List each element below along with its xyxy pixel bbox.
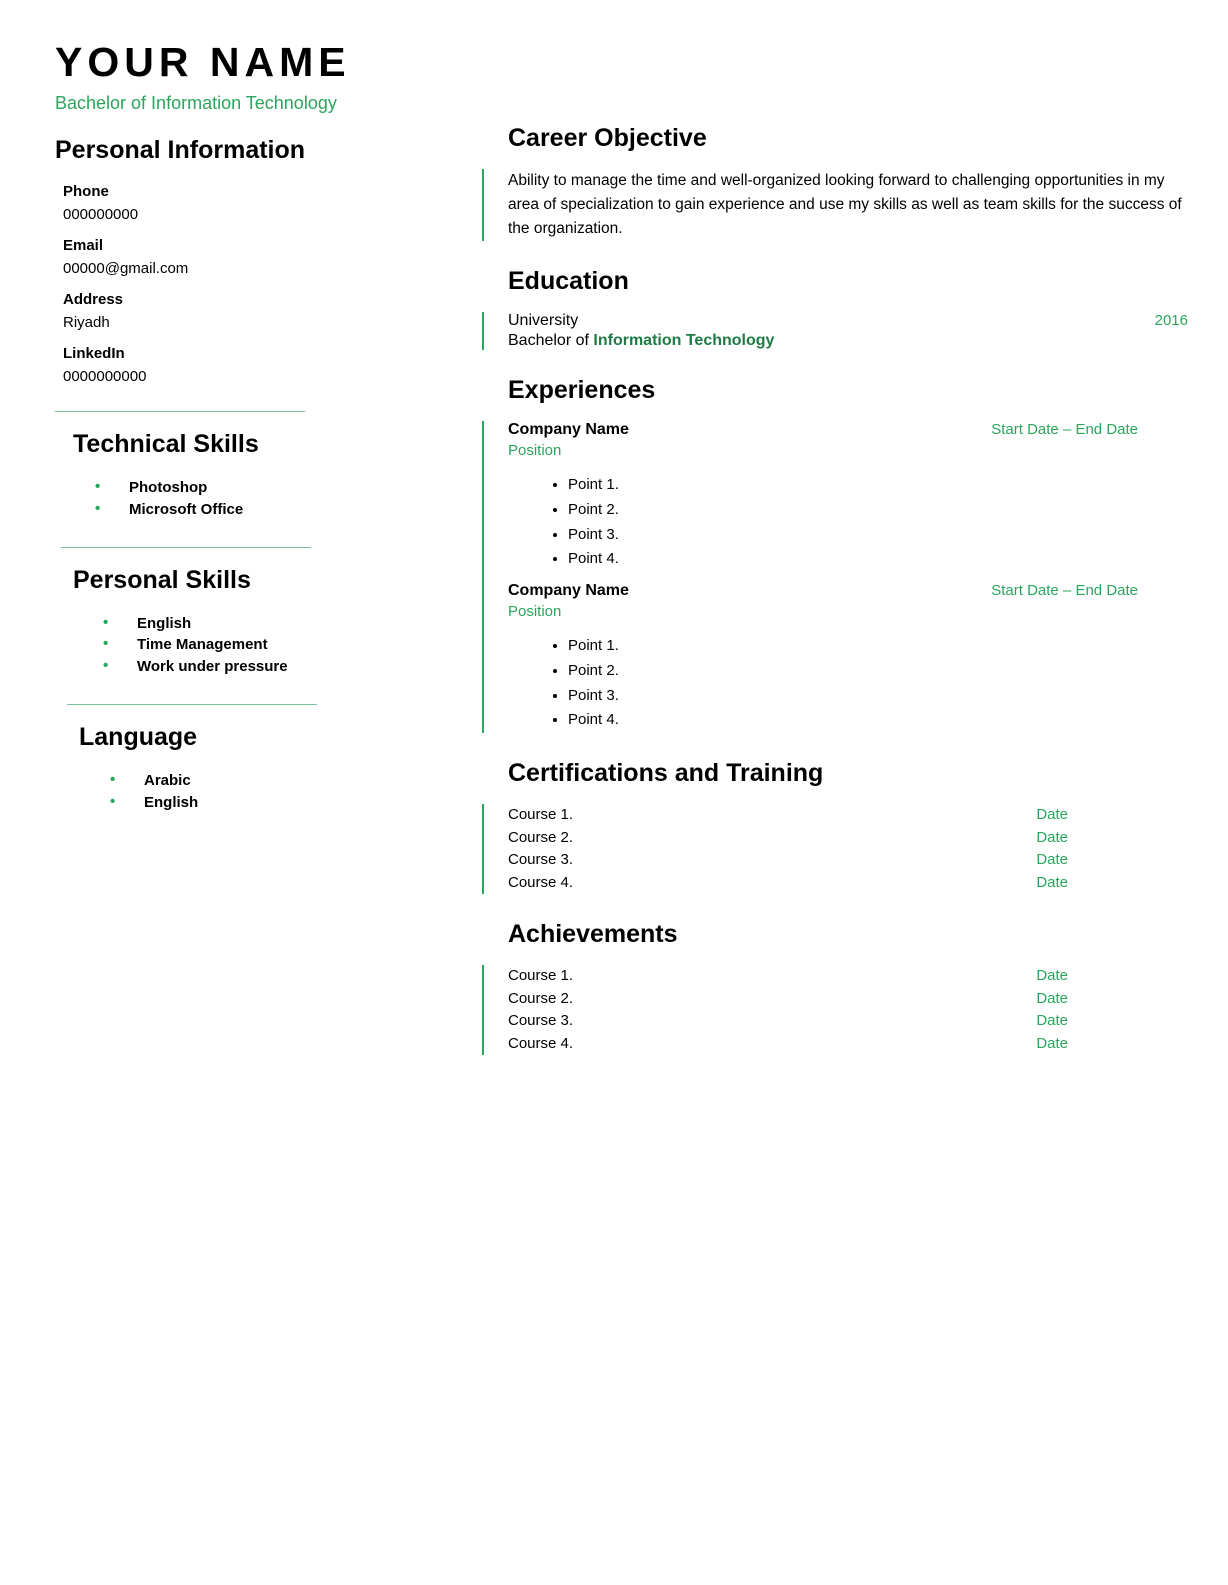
achievements-header-wrap — [482, 920, 1188, 949]
achievement-row — [508, 1010, 1068, 1033]
certification-row — [508, 804, 1068, 827]
field-email — [55, 237, 460, 277]
list-item: • English — [103, 613, 460, 635]
achievement-name: Course 4. — [508, 1034, 574, 1052]
certification-date: Date — [1036, 851, 1068, 869]
field-phone — [55, 183, 460, 223]
divider-3 — [67, 704, 317, 705]
achievement-name: Course 3. — [508, 1012, 574, 1030]
certification-name: Course 1. — [508, 806, 574, 824]
divider-1 — [55, 411, 305, 412]
resume-body — [40, 124, 1188, 1055]
list-item: • Point 4. — [568, 547, 1188, 572]
experience-dates: Start Date – End Date — [991, 421, 1138, 439]
education-degree-prefix: Bachelor of — [508, 332, 594, 350]
achievements-block — [482, 965, 1188, 1055]
experience-position: Position — [508, 442, 562, 460]
divider-2 — [61, 547, 311, 548]
field-label-email: Email — [63, 237, 104, 255]
certifications-block — [482, 804, 1188, 894]
experiences-header-wrap — [482, 376, 1188, 405]
career-objective-header-wrap — [482, 124, 1188, 153]
list-item: • English — [110, 792, 460, 814]
header-subtitle: Bachelor of Information Technology — [55, 93, 337, 114]
list-item: • Point 3. — [568, 684, 1188, 709]
certification-date: Date — [1036, 806, 1068, 824]
list-item: • Point 2. — [568, 498, 1188, 523]
education-header-wrap — [482, 267, 1188, 296]
list-item: • Point 3. — [568, 523, 1188, 548]
education-degree-major: Information Technology — [593, 332, 775, 350]
section-title-certifications-and-training: Certifications and Training — [508, 759, 824, 788]
section-title-personal-information: Personal Information — [55, 136, 306, 165]
achievement-date: Date — [1036, 989, 1068, 1007]
section-title-achievements: Achievements — [508, 920, 678, 949]
experience-entry — [508, 421, 1188, 572]
field-value-address: Riyadh — [63, 314, 110, 332]
achievement-row — [508, 988, 1068, 1011]
certification-row — [508, 849, 1068, 872]
list-item: • Point 1. — [568, 473, 1188, 498]
left-column — [40, 124, 460, 813]
certification-name: Course 4. — [508, 873, 574, 891]
certification-date: Date — [1036, 828, 1068, 846]
field-label-linkedin: LinkedIn — [63, 345, 125, 363]
right-column — [460, 124, 1188, 1055]
education-row — [508, 312, 1188, 330]
field-address — [55, 291, 460, 331]
experience-company: Company Name — [508, 582, 629, 600]
experiences-block — [482, 421, 1188, 733]
experience-header-row — [508, 582, 1138, 600]
list-item: • Point 1. — [568, 634, 1188, 659]
education-block — [482, 312, 1188, 350]
field-value-email: 00000@gmail.com — [63, 260, 189, 278]
achievement-row — [508, 965, 1068, 988]
achievement-name: Course 2. — [508, 989, 574, 1007]
career-objective-block — [482, 169, 1188, 241]
education-year: 2016 — [1154, 312, 1188, 330]
list-item: • Arabic — [110, 770, 460, 792]
experience-entry — [508, 582, 1188, 733]
certification-name: Course 2. — [508, 828, 574, 846]
education-degree — [508, 332, 1188, 350]
list-item: • Microsoft Office — [95, 499, 460, 521]
certification-row — [508, 827, 1068, 850]
list-item: • Point 4. — [568, 708, 1188, 733]
field-value-phone: 000000000 — [63, 206, 139, 224]
certification-date: Date — [1036, 873, 1068, 891]
experience-company: Company Name — [508, 421, 629, 439]
page-title: YOUR NAME — [55, 39, 351, 85]
career-objective-text: Ability to manage the time and well-organized looking forward to challenging opportunities in my area of specialization to gain experience and use my skills as well as team skills for the success of the organization. — [508, 172, 1182, 238]
achievement-date: Date — [1036, 1012, 1068, 1030]
language-list — [55, 770, 460, 814]
achievement-name: Course 1. — [508, 967, 574, 985]
list-item: • Point 2. — [568, 659, 1188, 684]
experience-position: Position — [508, 603, 562, 621]
list-item: • Photoshop — [95, 477, 460, 499]
achievement-row — [508, 1033, 1068, 1056]
section-title-technical-skills: Technical Skills — [73, 430, 259, 459]
achievement-date: Date — [1036, 1034, 1068, 1052]
experience-header-row — [508, 421, 1138, 439]
certifications-header-wrap — [482, 759, 1188, 788]
personal-skills-list — [55, 613, 460, 678]
list-item: • Time Management — [103, 634, 460, 656]
section-title-education: Education — [508, 267, 629, 296]
achievement-date: Date — [1036, 967, 1068, 985]
certification-name: Course 3. — [508, 851, 574, 869]
experience-dates: Start Date – End Date — [991, 582, 1138, 600]
experience-points-list — [508, 473, 1188, 572]
field-linkedin — [55, 345, 460, 385]
section-title-career-objective: Career Objective — [508, 124, 707, 153]
resume-header — [40, 40, 1188, 114]
field-label-phone: Phone — [63, 183, 109, 201]
section-title-experiences: Experiences — [508, 376, 656, 405]
field-label-address: Address — [63, 291, 124, 309]
section-title-language: Language — [79, 722, 198, 751]
certification-row — [508, 872, 1068, 895]
field-value-linkedin: 0000000000 — [63, 368, 147, 386]
section-title-personal-skills: Personal Skills — [73, 565, 251, 594]
list-item: • Work under pressure — [103, 656, 460, 678]
education-school: University — [508, 312, 579, 330]
technical-skills-list — [55, 477, 460, 521]
experience-points-list — [508, 634, 1188, 733]
